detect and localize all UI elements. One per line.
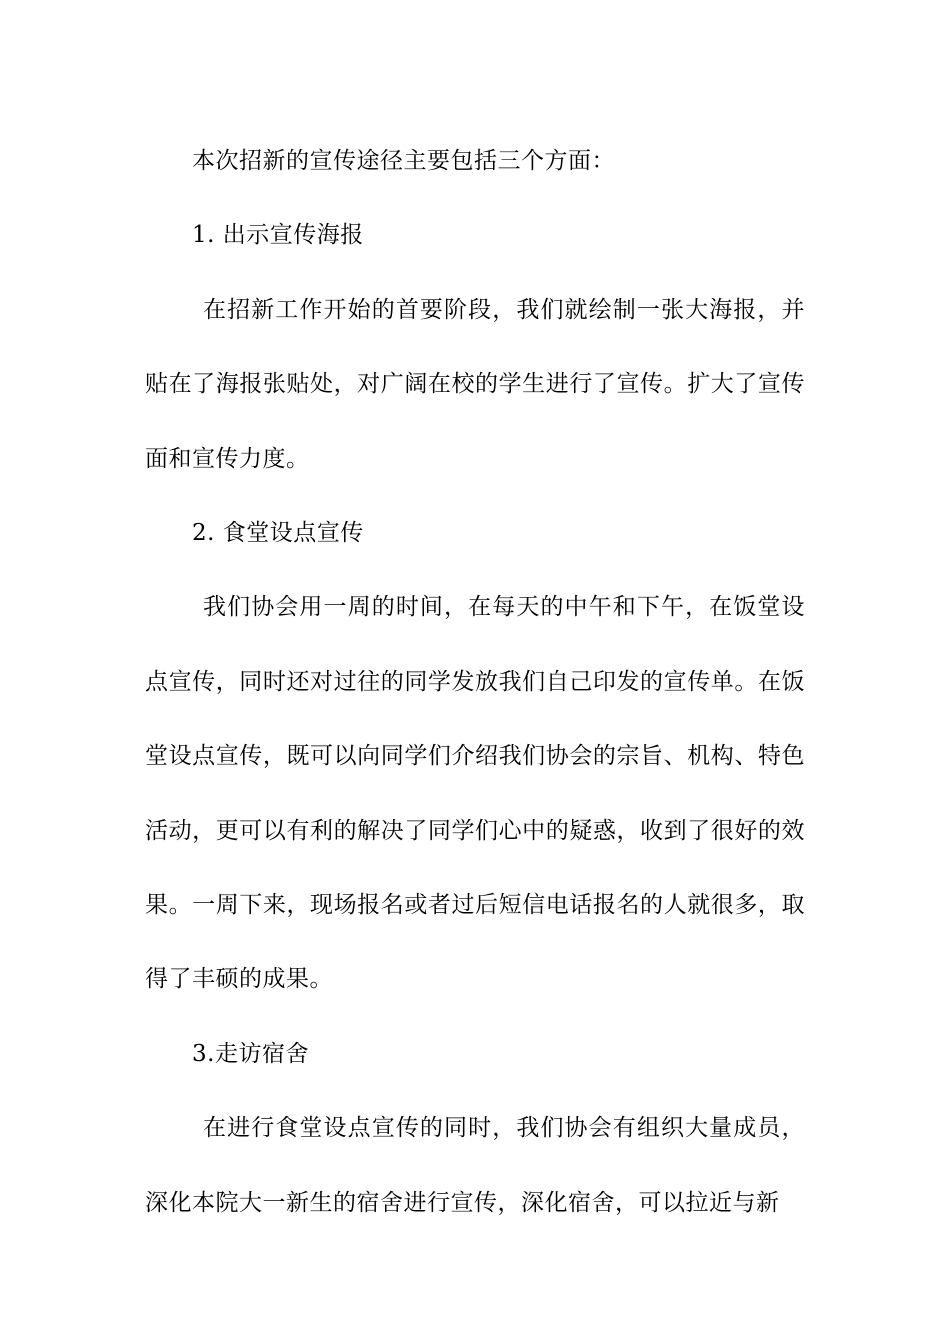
section-heading-canteen: 2. 食堂设点宣传	[192, 520, 364, 547]
section-paragraph-dormitory: 在进行食堂设点宣传的同时，我们协会有组织大量成员，深化本院大一新生的宿舍进行宣传，深化宿舍，可以拉近与新	[145, 1115, 805, 1216]
section-heading-posters: 1. 出示宣传海报	[192, 222, 364, 249]
document-body	[145, 124, 805, 1240]
section-paragraph-canteen: 我们协会用一周的时间，在每天的中午和下午，在饭堂设点宣传，同时还对过往的同学发放我们自己印发的宣传单。在饭堂设点宣传，既可以向同学们介绍我们协会的宗旨、机构、特色活动，更可以有利的解决了同学们心中的疑惑，收到了很好的效果。一周下来，现场报名或者过后短信电话报名的人就很多，取得了丰硕的成果。	[145, 594, 805, 993]
section-heading-dormitory: 3.走访宿舍	[192, 1040, 309, 1067]
section-paragraph-posters: 在招新工作开始的首要阶段，我们就绘制一张大海报，并贴在了海报张贴处，对广阔在校的学生进行了宣传。扩大了宣传面和宣传力度。	[145, 296, 805, 472]
intro-paragraph: 本次招新的宣传途径主要包括三个方面：	[192, 148, 615, 174]
